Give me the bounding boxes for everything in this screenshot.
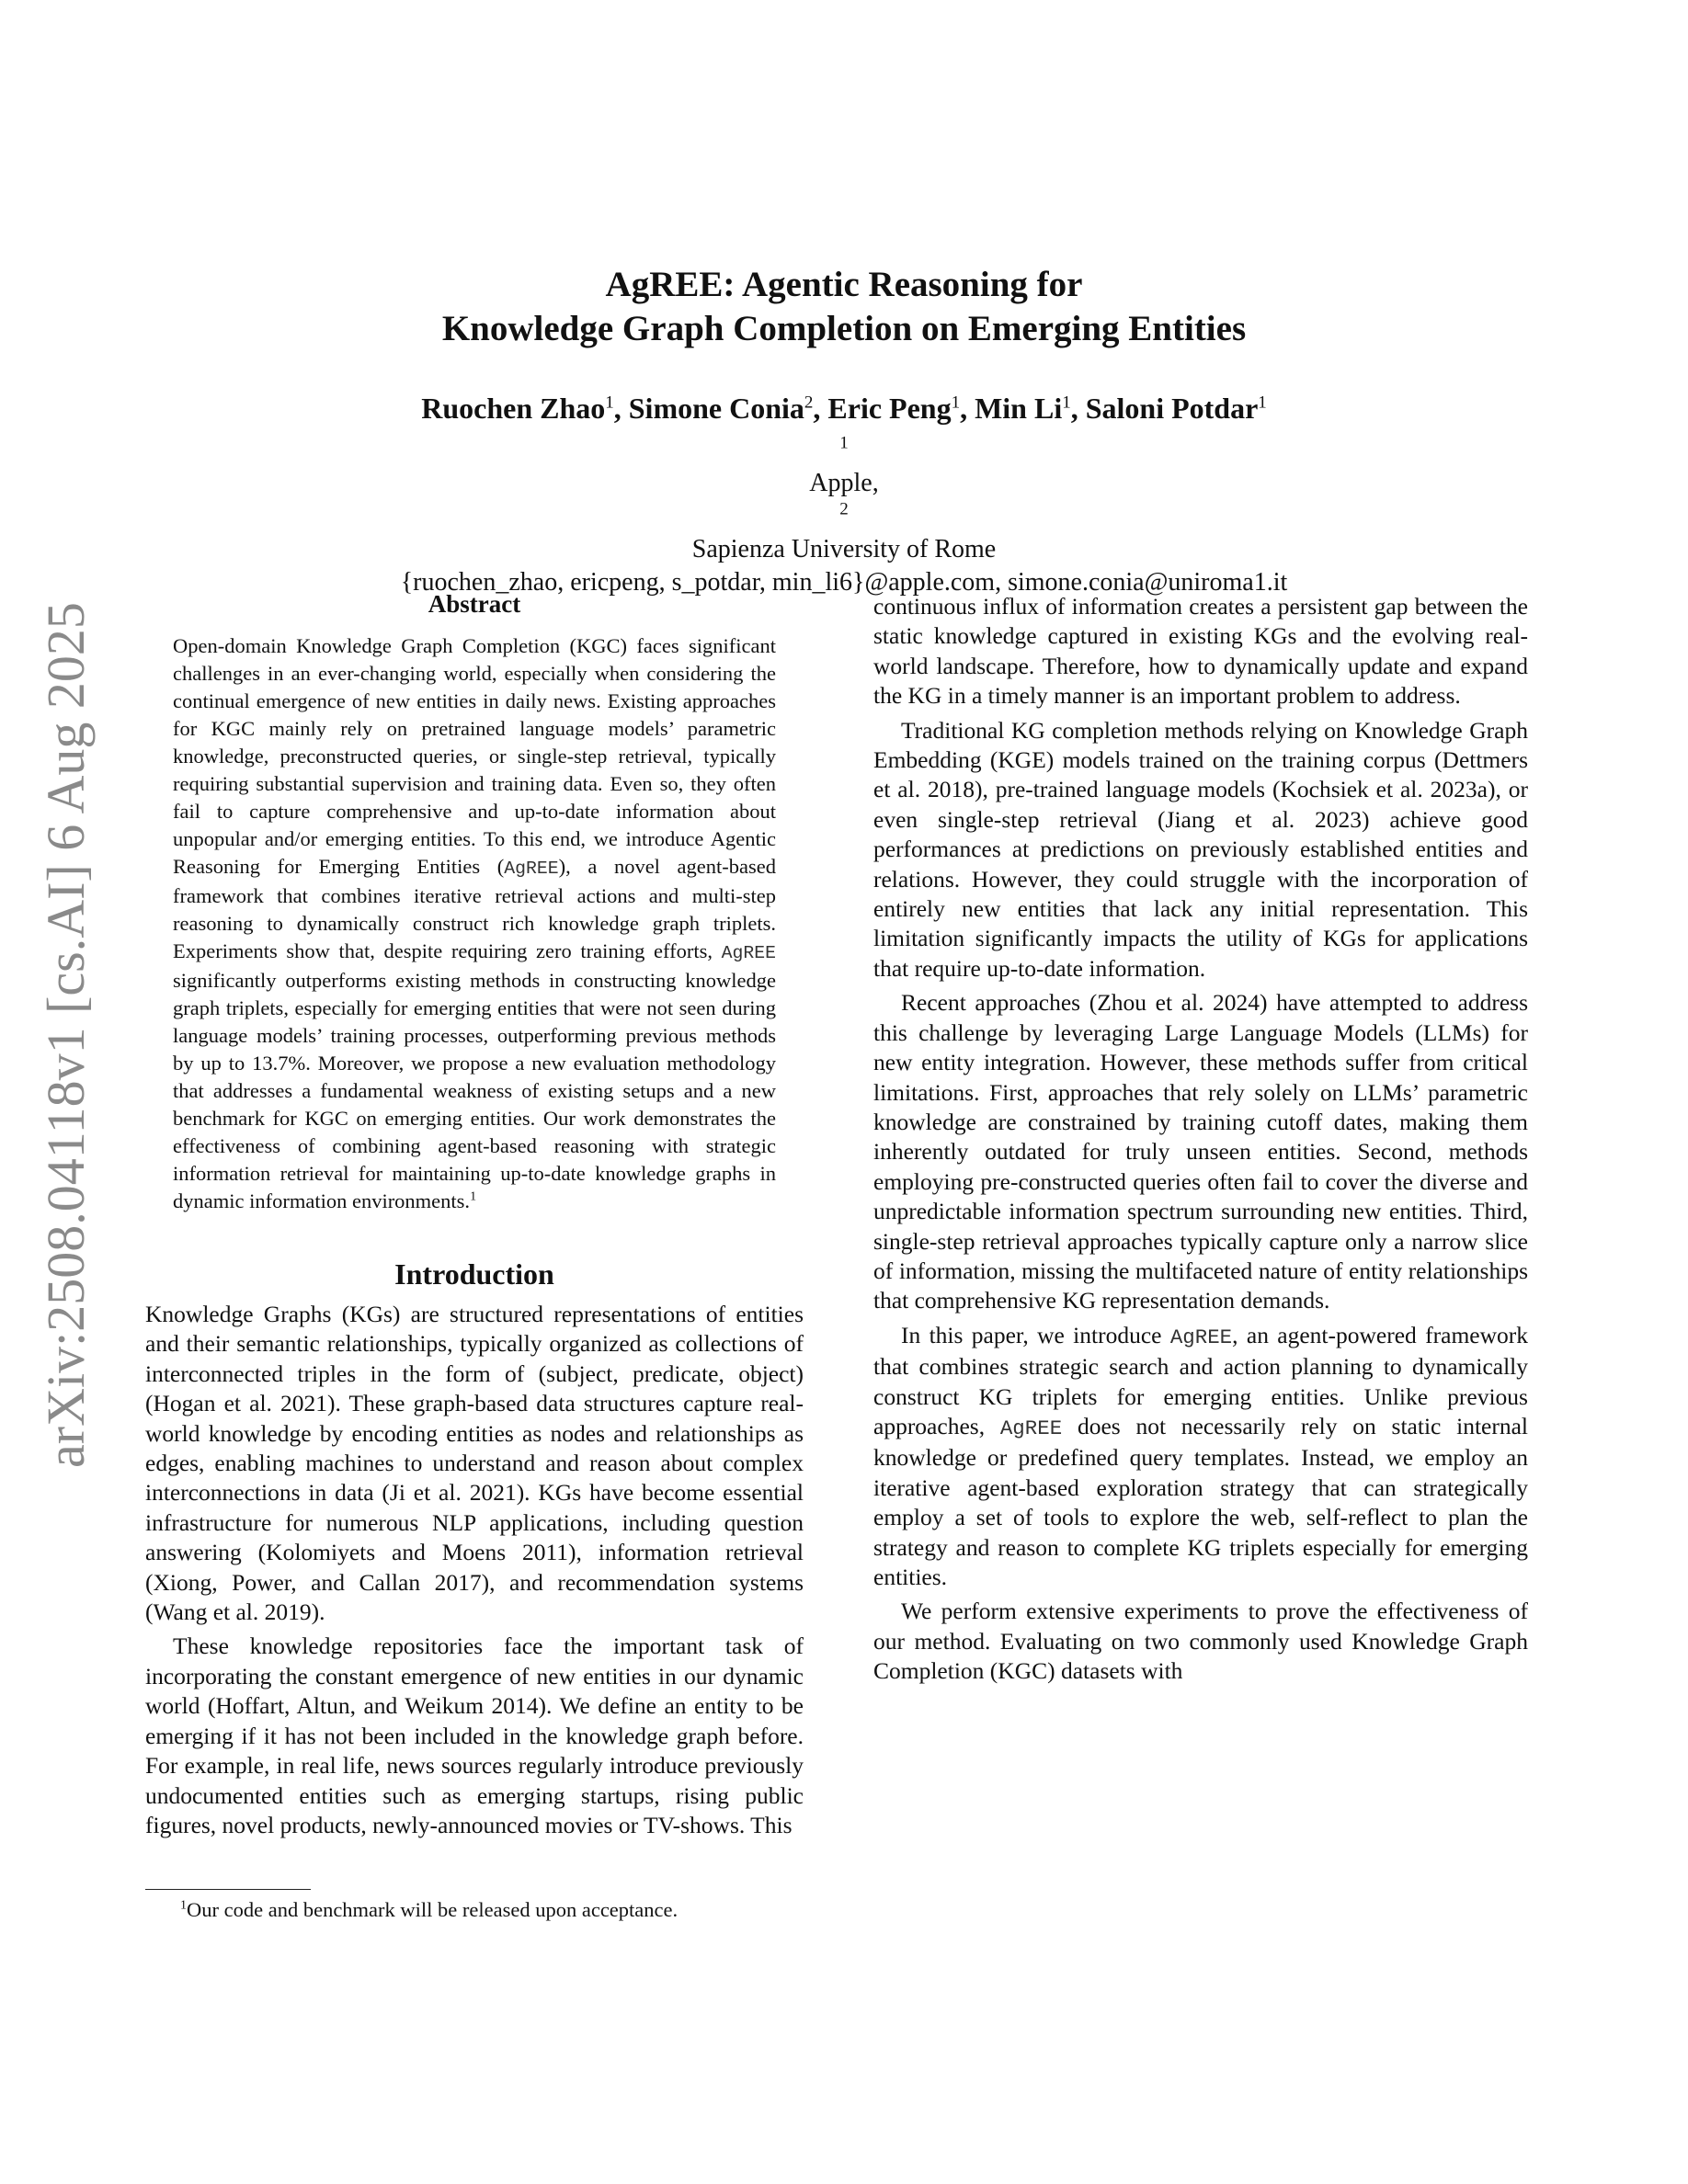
method-name: AgREE bbox=[504, 859, 559, 879]
paragraph-text: does not necessarily rely on static internal knowledge or predefined query templates. Instead, we employ an iterative agent-based exploration strategy that can strategically employ a set of tools to explore the web, self-reflect to plan the strategy and reason to complete KG triplets especially for emerging entities. bbox=[873, 1412, 1528, 1590]
affiliation-line bbox=[0, 434, 1688, 566]
footnote bbox=[180, 1896, 805, 1924]
method-name: AgREE bbox=[1169, 1325, 1233, 1349]
affiliation-mark: 1 bbox=[839, 433, 849, 453]
intro-paragraph-3: Traditional KG completion methods relying on Knowledge Graph Embedding (KGE) models trained on the training corpus (Dettmers et al. 2018), pre-trained language models (Kochsiek et al. 2023a), or even single-step retrieval (Jiang et al. 2023) achieve good performances at predictions on previously established entities and relations. However, they could struggle with the incorporation of entirely new entities that lack any initial representation. This limitation significantly impacts the utility of KGs for applications that require up-to-date information. bbox=[873, 716, 1528, 982]
author-separator: , bbox=[1070, 392, 1086, 425]
footnote-text: Our code and benchmark will be released upon acceptance. bbox=[187, 1898, 679, 1921]
footnote-rule bbox=[145, 1889, 311, 1890]
author bbox=[629, 392, 828, 425]
introduction-heading: Introduction bbox=[394, 1257, 554, 1291]
footnote-marker: 1 bbox=[470, 1189, 477, 1204]
intro-paragraph-4: Recent approaches (Zhou et al. 2024) have attempted to address this challenge by leveraging Large Language Models (LLMs) for new entity integration. However, these methods suffer from critical limitations. First, approaches that rely solely on LLMs’ parametric knowledge are constrained by training cutoff dates, making them inherently outdated for truly unseen entities. Second, methods employing pre-constructed queries often fail to cover the diverse and unpredictable information spectrum surrounding new entities. Third, single-step retrieval approaches typically capture only a narrow slice of information, missing the multifaceted nature of entity relationships that comprehensive KG representation demands. bbox=[873, 989, 1528, 1314]
abstract-heading: Abstract bbox=[428, 590, 521, 618]
affiliations bbox=[0, 434, 1688, 599]
author-name: Ruochen Zhao bbox=[421, 392, 606, 425]
author bbox=[421, 392, 629, 425]
affiliation-sapienza: Sapienza University of Rome bbox=[691, 535, 997, 563]
intro-paragraph-1: Knowledge Graphs (KGs) are structured representations of entities and their semantic relationships, typically organized as collections of interconnected triples in the form of (subject, predicate, object) (Hogan et al. 2021). These graph-based data structures capture real-world knowledge by encoding entities as nodes and relationships as edges, enabling machines to understand and reason about complex interconnections in data (Ji et al. 2021). KGs have become essential infrastructure for numerous NLP applications, including question answering (Kolomiyets and Moens 2011), information retrieval (Xiong, Power, and Callan 2017), and recommendation systems (Wang et al. 2019). bbox=[145, 1301, 804, 1626]
intro-paragraph-2: These knowledge repositories face the important task of incorporating the constant emergence of new entities in our dynamic world (Hoffart, Altun, and Weikum 2014). We define an entity to be emerging if it has not been included in the knowledge graph before. For example, in real life, news sources regularly introduce previously undocumented entities such as emerging startups, rising public figures, novel products, newly-announced movies or TV-shows. This bbox=[145, 1632, 804, 1838]
paper-title bbox=[0, 263, 1688, 351]
method-name: AgREE bbox=[721, 943, 776, 963]
author-separator: , bbox=[813, 392, 828, 425]
author-list bbox=[0, 390, 1688, 427]
author-affiliation-mark: 1 bbox=[605, 392, 614, 413]
abstract-text: significantly outperforms existing methods in constructing knowledge graph triplets, especially for emerging entities that were not seen during language models’ training processes, outperforming previous methods by up to 13.7%. Moreover, we propose a new evaluation methodology that addresses a fundamental weakness of existing setups and a new benchmark for KGC on emerging entities. Our work demonstrates the effectiveness of combining agent-based reasoning with strategic information retrieval for maintaining up-to-date knowledge graphs in dynamic information environments. bbox=[173, 969, 776, 1212]
author bbox=[975, 392, 1086, 425]
author-name: Min Li bbox=[975, 392, 1063, 425]
method-name: AgREE bbox=[999, 1416, 1063, 1440]
abstract-text: ), a novel agent-based framework that combines iterative retrieval actions and multi-step reasoning to dynamically construct rich knowledge graph triplets. Experiments show that, despite requiring zero training efforts, bbox=[173, 855, 776, 962]
author bbox=[1086, 392, 1267, 425]
intro-paragraph-2-continued: continuous influx of information creates a persistent gap between the static knowledge captured in existing KGs and the evolving real-world landscape. Therefore, how to dynamically update and expand the KG in a timely manner is an important problem to address. bbox=[873, 593, 1528, 710]
author-separator: , bbox=[613, 392, 629, 425]
author-emails: {ruochen_zhao, ericpeng, s_potdar, min_li6}@apple.com, simone.conia@uniroma1.it bbox=[400, 568, 1288, 597]
intro-paragraph-6: We perform extensive experiments to prove the effectiveness of our method. Evaluating on two commonly used Knowledge Graph Completion (KGC) datasets with bbox=[873, 1598, 1528, 1685]
author-name: Saloni Potdar bbox=[1085, 392, 1259, 425]
author-affiliation-mark: 1 bbox=[1258, 392, 1267, 413]
title-line-2: Knowledge Graph Completion on Emerging Entities bbox=[441, 309, 1247, 348]
author-name: Eric Peng bbox=[827, 392, 952, 425]
affiliation-apple: Apple, bbox=[809, 469, 879, 497]
author-name: Simone Conia bbox=[628, 392, 804, 425]
author-affiliation-mark: 1 bbox=[951, 392, 961, 413]
intro-paragraph-5 bbox=[873, 1321, 1528, 1593]
author bbox=[827, 392, 975, 425]
title-line-1: AgREE: Agentic Reasoning for bbox=[605, 265, 1083, 304]
affiliation-mark: 2 bbox=[839, 499, 849, 519]
abstract-text: Open-domain Knowledge Graph Completion (KGC) faces significant challenges in an ever-changing world, especially when considering the continual emergence of new entities in daily news. Existing approaches for KGC mainly rely on pretrained language models’ parametric knowledge, preconstructed queries, or single-step retrieval, typically requiring substantial supervision and training data. Even so, they often fail to capture comprehensive and up-to-date information about unpopular and/or emerging entities. To this end, we introduce Agentic Reasoning for Emerging Entities ( bbox=[173, 634, 776, 878]
left-column bbox=[145, 588, 804, 1840]
footnote-mark: 1 bbox=[180, 1898, 187, 1913]
author-separator: , bbox=[960, 392, 975, 425]
right-column bbox=[873, 592, 1528, 1691]
author-affiliation-mark: 2 bbox=[804, 392, 814, 413]
author-affiliation-mark: 1 bbox=[1062, 392, 1071, 413]
paragraph-text: , an agent-powered framework that combines strategic search and action planning to dynamically construct KG triplets for emerging entities. Unlike previous approaches, bbox=[873, 1321, 1528, 1439]
arxiv-identifier: arXiv:2508.04118v1 [cs.AI] 6 Aug 2025 bbox=[36, 602, 96, 1468]
abstract-body bbox=[173, 632, 776, 1215]
paragraph-text: In this paper, we introduce bbox=[901, 1321, 1170, 1348]
